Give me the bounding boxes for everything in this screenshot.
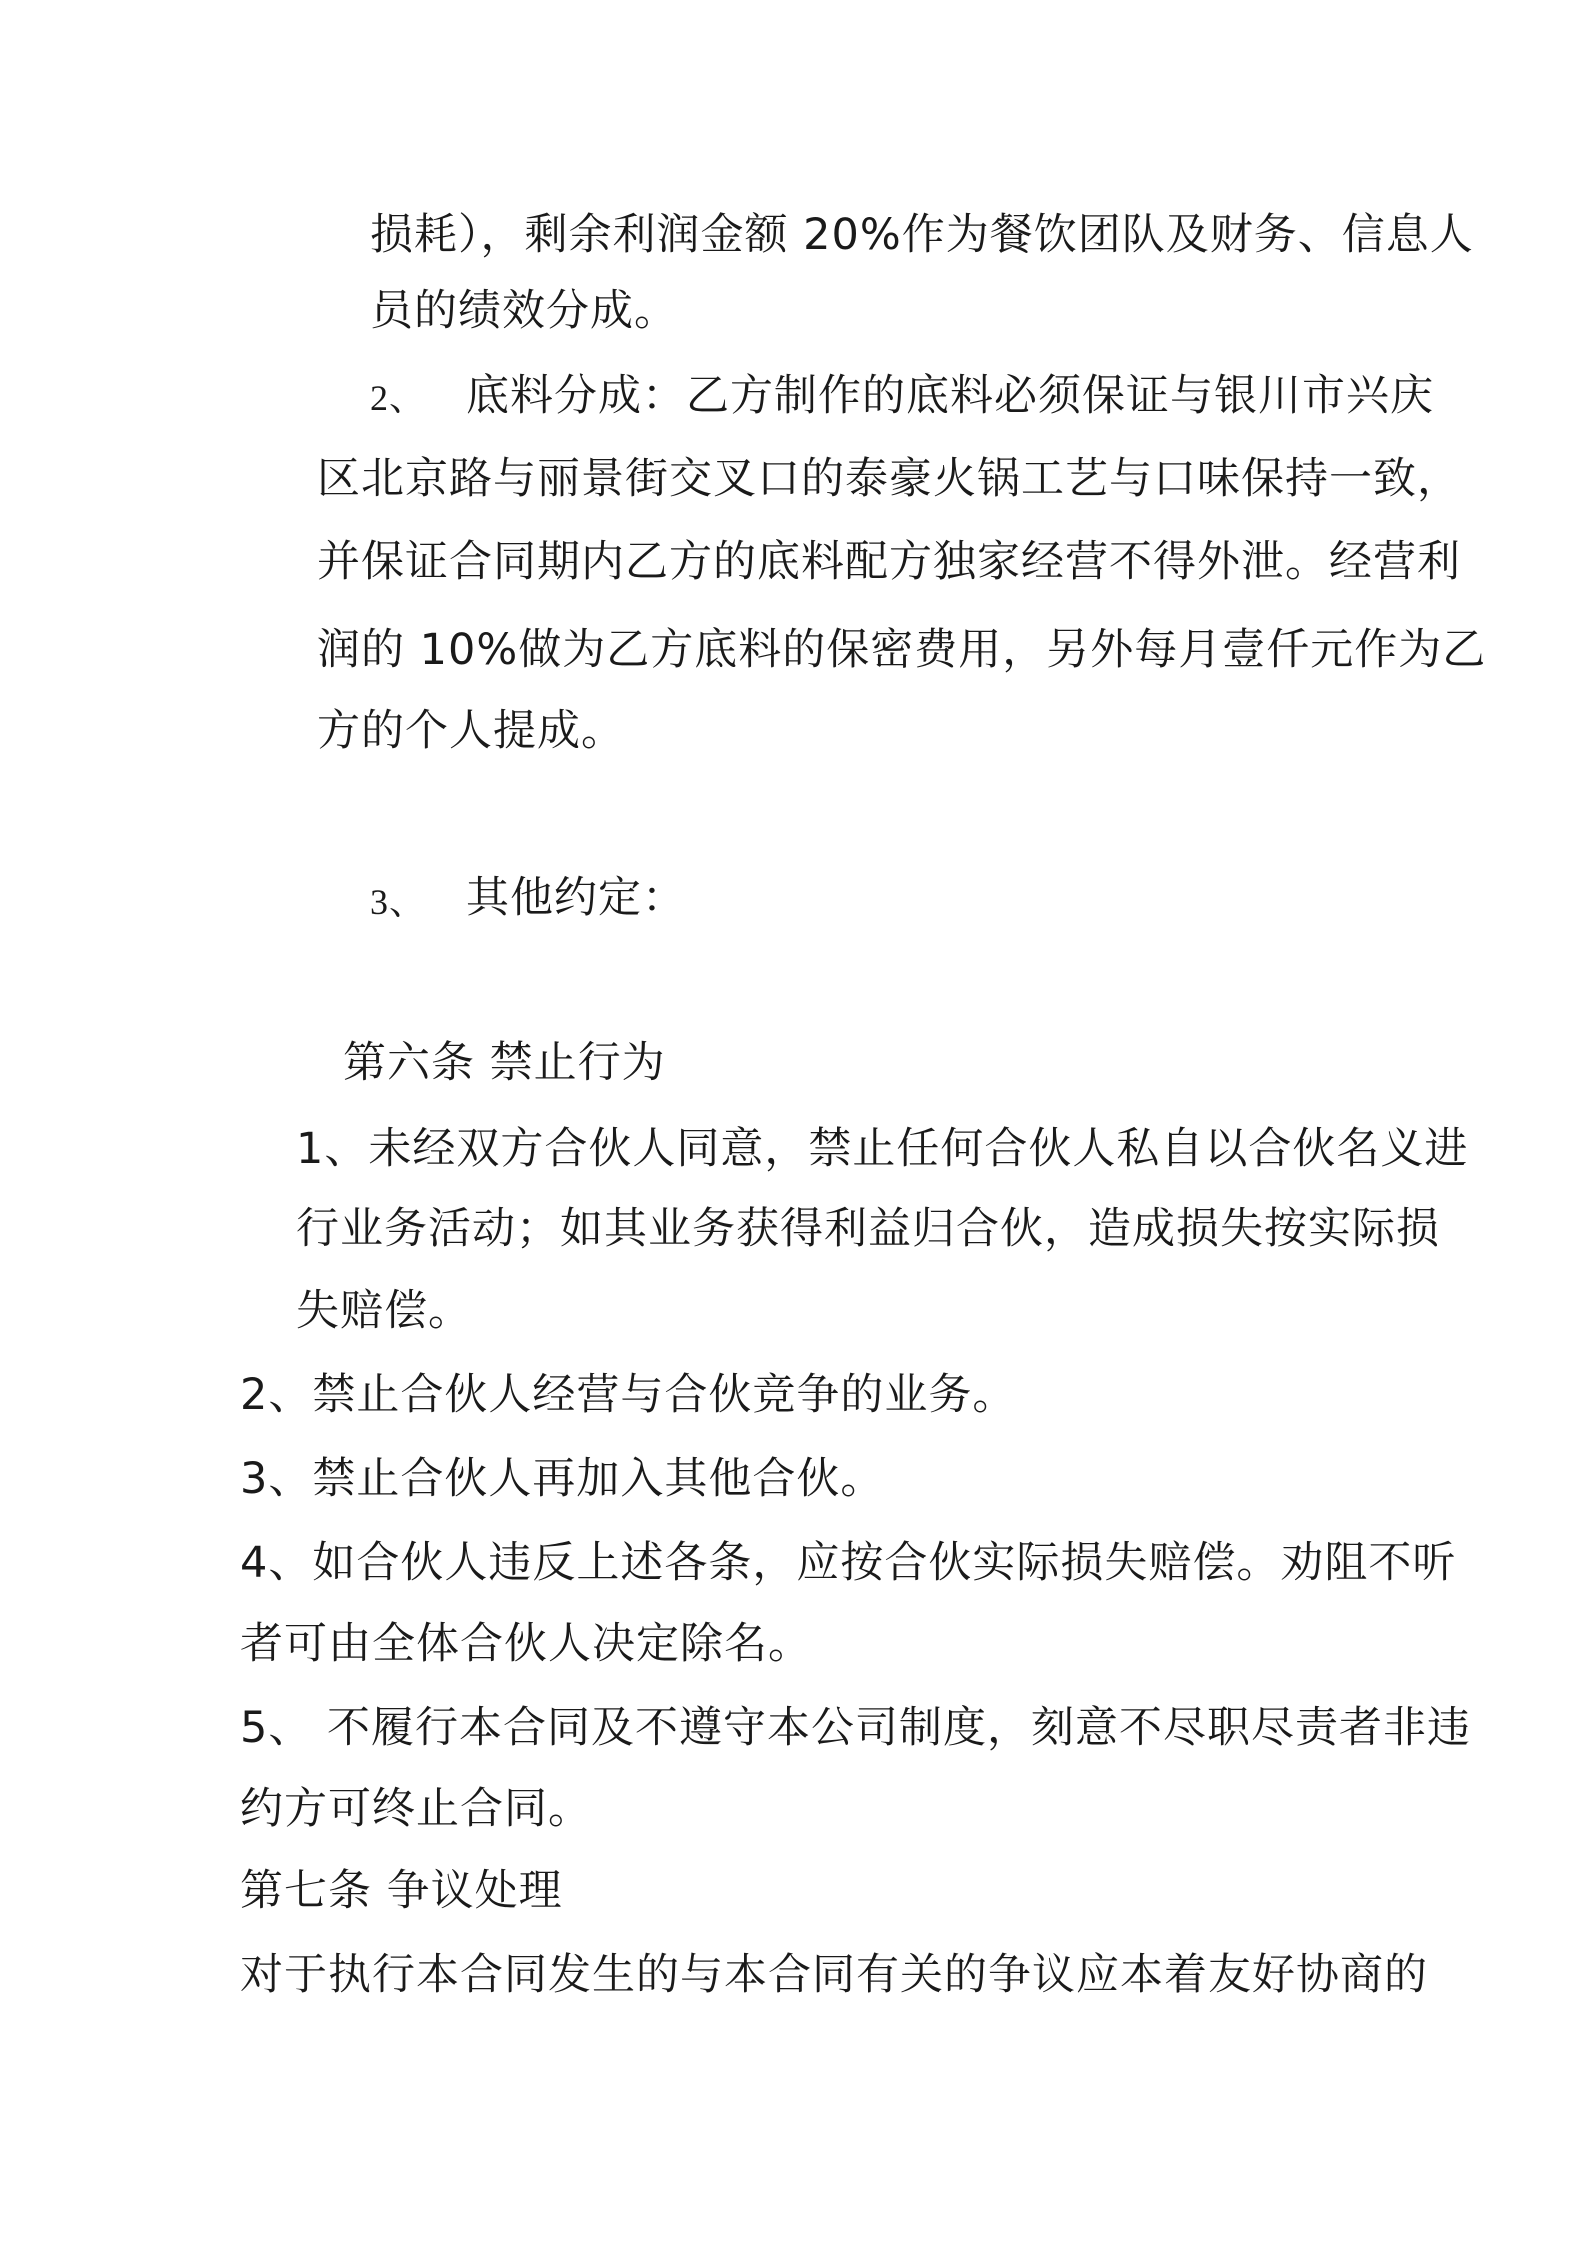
item-number: 2、 bbox=[370, 378, 427, 418]
paragraph-line: 5、 不履行本合同及不遵守本公司制度，刻意不尽职尽责者非违 bbox=[240, 1703, 1472, 1753]
paragraph-line: 者可由全体合伙人决定除名。 bbox=[240, 1619, 812, 1669]
paragraph-line: 其他约定： bbox=[466, 873, 686, 923]
paragraph-line: 对于执行本合同发生的与本合同有关的争议应本着友好协商的 bbox=[240, 1950, 1428, 2000]
paragraph-line: 区北京路与丽景街交叉口的泰豪火锅工艺与口味保持一致， bbox=[317, 454, 1461, 504]
paragraph-line: 失赔偿。 bbox=[296, 1286, 472, 1336]
paragraph-line: 约方可终止合同。 bbox=[240, 1784, 592, 1834]
paragraph-line: 并保证合同期内乙方的底料配方独家经营不得外泄。经营利 bbox=[317, 537, 1461, 587]
paragraph-line: 底料分成：乙方制作的底料必须保证与银川市兴庆 bbox=[466, 371, 1434, 421]
article-heading: 第七条 争议处理 bbox=[240, 1866, 563, 1916]
article-heading: 第六条 禁止行为 bbox=[343, 1038, 666, 1088]
paragraph-line: 1、未经双方合伙人同意，禁止任何合伙人私自以合伙名义进 bbox=[296, 1124, 1469, 1174]
paragraph-line: 方的个人提成。 bbox=[317, 706, 625, 756]
paragraph-line: 3、禁止合伙人再加入其他合伙。 bbox=[240, 1454, 885, 1504]
item-number: 3、 bbox=[370, 882, 427, 922]
paragraph-line: 行业务活动；如其业务获得利益归合伙，造成损失按实际损 bbox=[296, 1204, 1440, 1254]
paragraph-line: 2、禁止合伙人经营与合伙竞争的业务。 bbox=[240, 1370, 1017, 1420]
paragraph-line: 员的绩效分成。 bbox=[370, 286, 678, 336]
paragraph-line: 4、如合伙人违反上述各条，应按合伙实际损失赔偿。劝阻不听 bbox=[240, 1538, 1457, 1588]
paragraph-line: 润的 10%做为乙方底料的保密费用，另外每月壹仟元作为乙 bbox=[317, 625, 1487, 675]
paragraph-line: 损耗），剩余利润金额 20%作为餐饮团队及财务、信息人 bbox=[370, 210, 1474, 260]
